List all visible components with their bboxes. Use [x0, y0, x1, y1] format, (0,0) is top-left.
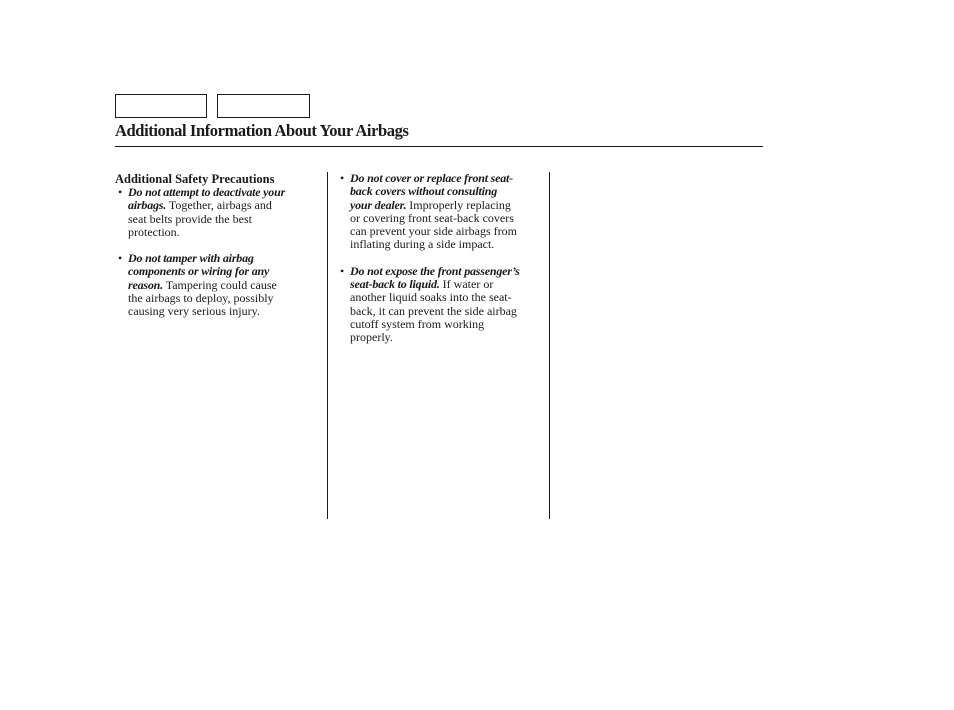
- body-text: Tampering could cause: [162, 277, 277, 292]
- bullet-item: [340, 265, 548, 345]
- section-heading: Additional Safety Precautions: [115, 172, 275, 186]
- bullet-line: [128, 199, 319, 212]
- body-text: protection.: [128, 224, 180, 239]
- bullet-line: [350, 265, 548, 278]
- left-column: [115, 172, 319, 332]
- title-divider: [115, 146, 763, 147]
- warning-text: Do not cover or replace front seat-: [350, 171, 513, 185]
- warning-text: airbags.: [128, 198, 167, 213]
- bullet-line: [350, 212, 548, 225]
- bullet-item: [115, 252, 319, 318]
- body-text: the airbags to deploy, possibly: [128, 291, 274, 306]
- bullet-line: [128, 292, 319, 305]
- bullet-dot-icon: •: [118, 185, 123, 199]
- bullet-item: [115, 186, 319, 239]
- bullet-line: [350, 238, 548, 251]
- bullet-line: [350, 199, 548, 212]
- bullet-line: [128, 252, 319, 265]
- bullet-line: [128, 213, 319, 226]
- body-text: inflating during a side impact.: [350, 237, 495, 252]
- page-title: Additional Information About Your Airbags: [115, 121, 409, 140]
- warning-text: seat-back to liquid.: [350, 277, 440, 292]
- warning-text: Do not expose the front passenger’s: [350, 263, 520, 278]
- bullet-line: [128, 265, 319, 278]
- bullet-line: [128, 305, 319, 318]
- bullet-line: [350, 291, 548, 304]
- warning-text: Do not tamper with airbag: [128, 251, 254, 266]
- bullet-dot-icon: •: [340, 171, 345, 185]
- warning-text: reason.: [128, 277, 163, 292]
- bullet-line: [350, 172, 548, 185]
- body-text: can prevent your side airbags from: [350, 224, 517, 239]
- body-text: If water or: [439, 277, 494, 292]
- body-text: or covering front seat-back covers: [350, 210, 514, 225]
- body-text: causing very serious injury.: [128, 304, 260, 319]
- body-text: Together, airbags and: [166, 198, 272, 213]
- warning-text: Do not attempt to deactivate your: [128, 185, 286, 199]
- warning-text: components or wiring for any: [128, 264, 270, 279]
- body-text: cutoff system from working: [350, 316, 485, 331]
- bullet-line: [350, 305, 548, 318]
- body-text: another liquid soaks into the seat-: [350, 290, 512, 305]
- body-text: back, it can prevent the side airbag: [350, 303, 517, 318]
- bullet-list: [115, 186, 319, 319]
- warning-text: back covers without consulting: [350, 184, 498, 199]
- column-divider-2: [549, 172, 550, 519]
- bullet-list: [340, 172, 548, 345]
- middle-column: [340, 172, 548, 358]
- bullet-line: [128, 186, 319, 199]
- bullet-line: [128, 279, 319, 292]
- bullet-line: [350, 225, 548, 238]
- bullet-line: [350, 185, 548, 198]
- body-text: Improperly replacing: [406, 197, 511, 212]
- bullet-dot-icon: •: [340, 263, 345, 278]
- bullet-dot-icon: •: [118, 251, 123, 266]
- nav-tab-box-1[interactable]: [115, 94, 207, 118]
- bullet-item: [340, 172, 548, 252]
- bullet-line: [350, 318, 548, 331]
- bullet-line: [350, 331, 548, 344]
- column-divider-1: [327, 172, 328, 519]
- bullet-line: [128, 226, 319, 239]
- bullet-line: [350, 278, 548, 291]
- body-text: properly.: [350, 330, 393, 345]
- nav-tab-box-2[interactable]: [217, 94, 310, 118]
- warning-text: your dealer.: [350, 197, 407, 212]
- body-text: seat belts provide the best: [128, 211, 252, 226]
